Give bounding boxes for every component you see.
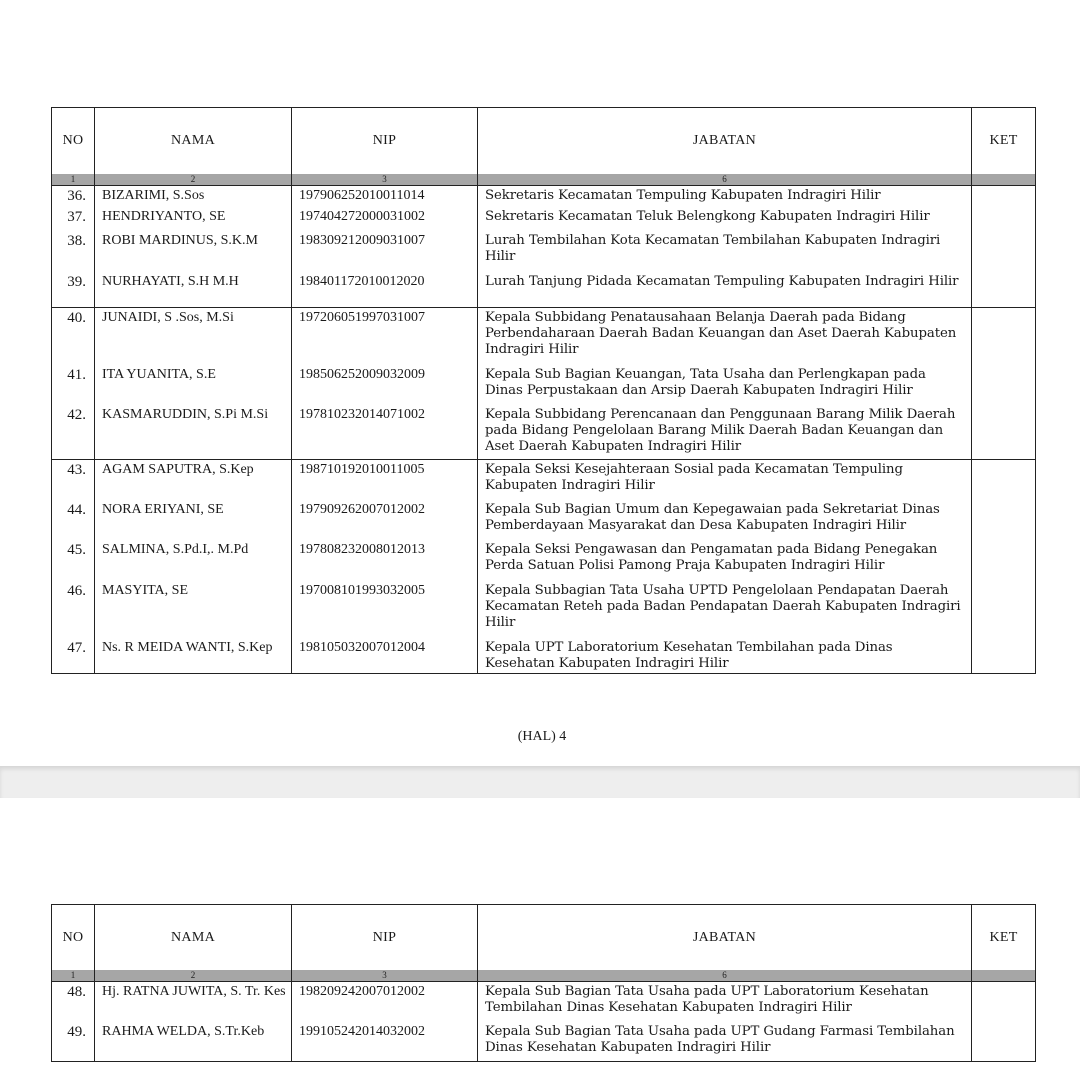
- cell-no: 44.: [52, 500, 95, 540]
- cell-nama: Ns. R MEIDA WANTI, S.Kep: [95, 638, 292, 674]
- cell-no: 46.: [52, 581, 95, 638]
- table-row: [52, 231, 1036, 272]
- cell-no: 42.: [52, 405, 95, 460]
- column-number: 6: [478, 174, 972, 186]
- cell-nama: BIZARIMI, S.Sos: [95, 186, 292, 207]
- cell-jabatan: Kepala Sub Bagian Tata Usaha pada UPT Gudang Farmasi Tembilahan Dinas Kesehatan Kabupaten Indragiri Hilir: [478, 1022, 972, 1062]
- cell-ket: [972, 638, 1036, 674]
- cell-nama: Hj. RATNA JUWITA, S. Tr. Kes: [95, 982, 292, 1022]
- cell-nip: 197810232014071002: [292, 405, 478, 460]
- cell-nama: ROBI MARDINUS, S.K.M: [95, 231, 292, 272]
- table-header-row: [52, 905, 1036, 971]
- cell-no: 49.: [52, 1022, 95, 1062]
- cell-nip: 197404272000031002: [292, 207, 478, 231]
- cell-nama: HENDRIYANTO, SE: [95, 207, 292, 231]
- column-number: 6: [478, 970, 972, 982]
- cell-no: 40.: [52, 308, 95, 365]
- column-number: 3: [292, 174, 478, 186]
- cell-jabatan: Lurah Tanjung Pidada Kecamatan Tempuling Kabupaten Indragiri Hilir: [478, 272, 972, 308]
- cell-no: 48.: [52, 982, 95, 1022]
- header-nama: NAMA: [95, 108, 292, 175]
- cell-no: 37.: [52, 207, 95, 231]
- page-number: (HAL) 4: [517, 729, 567, 744]
- cell-ket: [972, 231, 1036, 272]
- column-number: 3: [292, 970, 478, 982]
- header-jabatan: JABATAN: [478, 905, 972, 971]
- page-separator: [0, 766, 1080, 798]
- cell-jabatan: Sekretaris Kecamatan Tempuling Kabupaten Indragiri Hilir: [478, 186, 972, 207]
- cell-jabatan: Lurah Tembilahan Kota Kecamatan Tembilahan Kabupaten Indragiri Hilir: [478, 231, 972, 272]
- cell-no: 38.: [52, 231, 95, 272]
- cell-nama: SALMINA, S.Pd.I,. M.Pd: [95, 540, 292, 581]
- cell-ket: [972, 272, 1036, 308]
- cell-jabatan: Kepala Sub Bagian Tata Usaha pada UPT Laboratorium Kesehatan Tembilahan Dinas Kesehatan Kabupaten Indragiri Hilir: [478, 982, 972, 1022]
- cell-ket: [972, 500, 1036, 540]
- column-number-row: [52, 174, 1036, 186]
- column-number: 1: [52, 174, 95, 186]
- column-number: 1: [52, 970, 95, 982]
- cell-nama: KASMARUDDIN, S.Pi M.Si: [95, 405, 292, 460]
- header-no: NO: [52, 108, 95, 175]
- header-ket: KET: [972, 905, 1036, 971]
- cell-no: 39.: [52, 272, 95, 308]
- cell-jabatan: Kepala Seksi Pengawasan dan Pengamatan pada Bidang Penegakan Perda Satuan Polisi Pamong Praja Kabupaten Indragiri Hilir: [478, 540, 972, 581]
- cell-jabatan: Sekretaris Kecamatan Teluk Belengkong Kabupaten Indragiri Hilir: [478, 207, 972, 231]
- cell-jabatan: Kepala Seksi Kesejahteraan Sosial pada Kecamatan Tempuling Kabupaten Indragiri Hilir: [478, 460, 972, 500]
- table-header-row: [52, 108, 1036, 175]
- cell-ket: [972, 982, 1036, 1022]
- cell-nip: 198401172010012020: [292, 272, 478, 308]
- table-row: [52, 207, 1036, 231]
- table-row: [52, 500, 1036, 540]
- table-row: [52, 540, 1036, 581]
- cell-ket: [972, 581, 1036, 638]
- cell-nip: 198710192010011005: [292, 460, 478, 500]
- cell-jabatan: Kepala Subbagian Tata Usaha UPTD Pengelolaan Pendapatan Daerah Kecamatan Reteh pada Badan Pendapatan Daerah Kabupaten Indragiri Hilir: [478, 581, 972, 638]
- cell-nip: 198209242007012002: [292, 982, 478, 1022]
- column-number: 2: [95, 174, 292, 186]
- document-page-2: [0, 798, 1080, 1087]
- cell-nama: MASYITA, SE: [95, 581, 292, 638]
- table-row: [52, 272, 1036, 308]
- cell-jabatan: Kepala Subbidang Penatausahaan Belanja Daerah pada Bidang Perbendaharaan Daerah Badan Keuangan dan Aset Daerah Kabupaten Indragiri Hilir: [478, 308, 972, 365]
- header-nip: NIP: [292, 108, 478, 175]
- table-row: [52, 186, 1036, 207]
- table-row: [52, 982, 1036, 1022]
- header-nama: NAMA: [95, 905, 292, 971]
- table-row: [52, 405, 1036, 460]
- table-row: [52, 638, 1036, 674]
- column-number: [972, 970, 1036, 982]
- cell-ket: [972, 308, 1036, 365]
- cell-nip: 197906252010011014: [292, 186, 478, 207]
- cell-nip: 198105032007012004: [292, 638, 478, 674]
- cell-no: 41.: [52, 365, 95, 405]
- column-number: 2: [95, 970, 292, 982]
- cell-ket: [972, 1022, 1036, 1062]
- table-row: [52, 308, 1036, 365]
- cell-ket: [972, 207, 1036, 231]
- cell-jabatan: Kepala UPT Laboratorium Kesehatan Tembilahan pada Dinas Kesehatan Kabupaten Indragiri Hilir: [478, 638, 972, 674]
- cell-nip: 197008101993032005: [292, 581, 478, 638]
- table-row: [52, 581, 1036, 638]
- cell-ket: [972, 540, 1036, 581]
- header-no: NO: [52, 905, 95, 971]
- employee-table: [51, 904, 1036, 1062]
- cell-nama: AGAM SAPUTRA, S.Kep: [95, 460, 292, 500]
- cell-nama: NURHAYATI, S.H M.H: [95, 272, 292, 308]
- cell-jabatan: Kepala Subbidang Perencanaan dan Penggunaan Barang Milik Daerah pada Bidang Pengelolaan Barang Milik Daerah Badan Keuangan dan Aset Daerah Kabupaten Indragiri Hilir: [478, 405, 972, 460]
- cell-ket: [972, 460, 1036, 500]
- table-row: [52, 1022, 1036, 1062]
- cell-no: 47.: [52, 638, 95, 674]
- cell-ket: [972, 365, 1036, 405]
- employee-table: [51, 107, 1036, 674]
- cell-nama: ITA YUANITA, S.E: [95, 365, 292, 405]
- cell-nama: NORA ERIYANI, SE: [95, 500, 292, 540]
- cell-nip: 197206051997031007: [292, 308, 478, 365]
- table-row: [52, 365, 1036, 405]
- cell-ket: [972, 405, 1036, 460]
- cell-nip: 197808232008012013: [292, 540, 478, 581]
- cell-nip: 198506252009032009: [292, 365, 478, 405]
- header-nip: NIP: [292, 905, 478, 971]
- cell-nip: 197909262007012002: [292, 500, 478, 540]
- cell-nip: 199105242014032002: [292, 1022, 478, 1062]
- column-number-row: [52, 970, 1036, 982]
- header-ket: KET: [972, 108, 1036, 175]
- cell-no: 36.: [52, 186, 95, 207]
- cell-nama: RAHMA WELDA, S.Tr.Keb: [95, 1022, 292, 1062]
- cell-jabatan: Kepala Sub Bagian Keuangan, Tata Usaha dan Perlengkapan pada Dinas Perpustakaan dan Arsip Daerah Kabupaten Indragiri Hilir: [478, 365, 972, 405]
- cell-jabatan: Kepala Sub Bagian Umum dan Kepegawaian pada Sekretariat Dinas Pemberdayaan Masyarakat dan Desa Kabupaten Indragiri Hilir: [478, 500, 972, 540]
- cell-no: 45.: [52, 540, 95, 581]
- column-number: [972, 174, 1036, 186]
- cell-ket: [972, 186, 1036, 207]
- table-row: [52, 460, 1036, 500]
- header-jabatan: JABATAN: [478, 108, 972, 175]
- cell-nama: JUNAIDI, S .Sos, M.Si: [95, 308, 292, 365]
- cell-no: 43.: [52, 460, 95, 500]
- cell-nip: 198309212009031007: [292, 231, 478, 272]
